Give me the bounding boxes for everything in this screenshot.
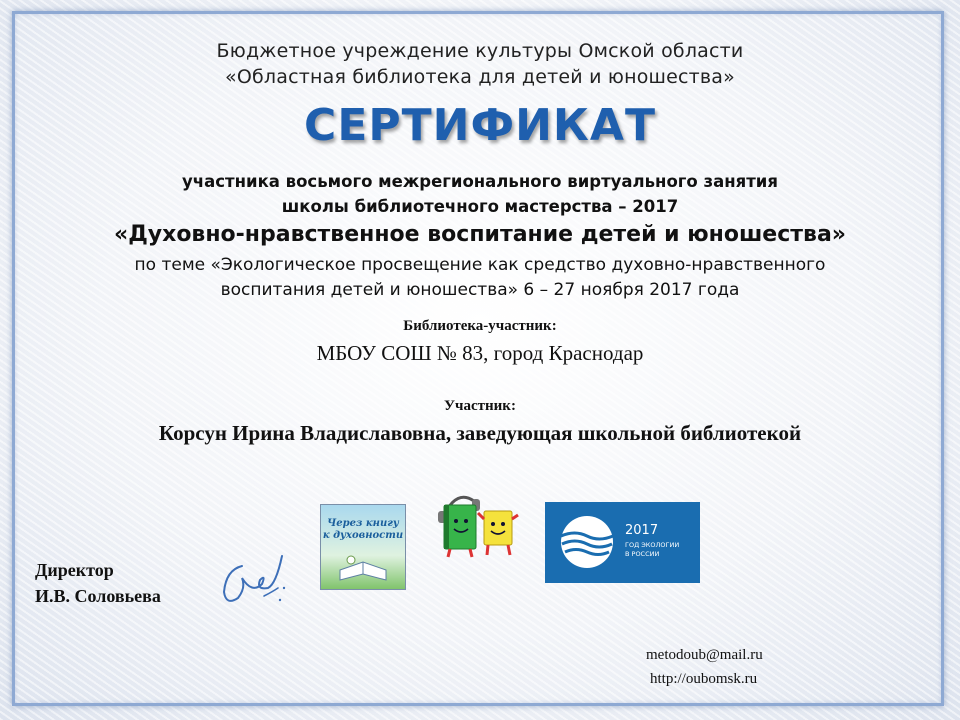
subtitle-line-2: школы библиотечного мастерства – 2017 [281,197,679,216]
ecology-line-2: В РОССИИ [625,550,660,558]
contact-website[interactable]: http://oubomsk.ru [650,671,758,687]
topic-line-2: воспитания детей и юношества» 6 – 27 ноября 2017 года [220,280,740,300]
theme-title: «Духовно-нравственное воспитание детей и юношества» [113,222,846,247]
smiling-books-icon [432,487,526,559]
org-line-1: Бюджетное учреждение культуры Омской области [216,40,744,62]
certificate-title: СЕРТИФИКАТ [304,100,656,151]
ecology-line-1: ГОД ЭКОЛОГИИ [625,541,680,549]
subtitle-line-1: участника восьмого межрегионального виртуального занятия [182,172,778,191]
director-signature [212,548,292,614]
book-logo-line-1: Через книгу [327,518,399,529]
contact-email[interactable]: metodoub@mail.ru [646,647,763,663]
director-name: И.В. Соловьева [35,586,161,606]
ecology-year: 2017 [625,523,659,538]
org-line-2: «Областная библиотека для детей и юношества» [225,66,735,88]
topic-line-1: по теме «Экологическое просвещение как средство духовно-нравственного [134,255,826,275]
book-logo-line-2: к духовности [322,530,404,541]
library-value: МБОУ СОШ № 83, город Краснодар [316,341,644,365]
library-label: Библиотека-участник: [403,318,557,334]
participant-value: Корсун Ирина Владиславовна, заведующая школьной библиотекой [158,421,802,445]
participant-label: Участник: [444,398,516,414]
book-logo [320,504,406,590]
director-title: Директор [35,560,114,580]
ecology-year-logo [545,502,700,583]
